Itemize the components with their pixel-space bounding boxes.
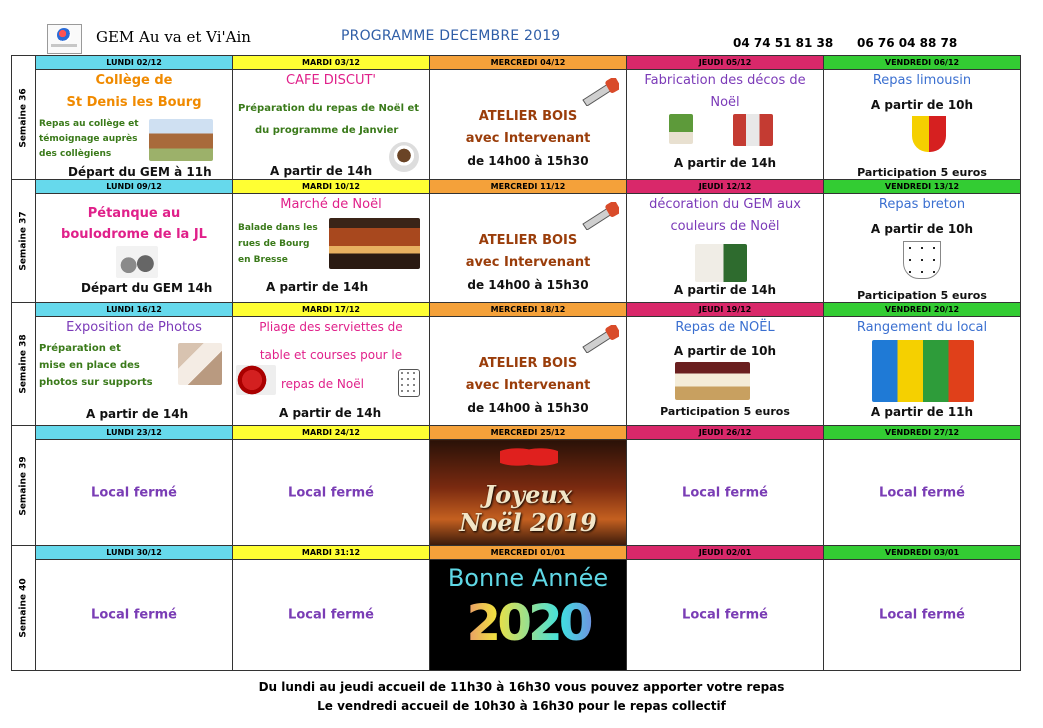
activity-cell (430, 317, 627, 426)
closed-label: Local fermé (91, 485, 177, 500)
day-header: MERCREDI 04/12 (430, 56, 627, 70)
activity-title: Repas de NOËL (675, 320, 775, 335)
day-header: MARDI 03/12 (233, 56, 430, 70)
day-header: LUNDI 09/12 (36, 180, 233, 194)
activity-time: de 14h00 à 15h30 (467, 154, 589, 168)
week-label: Semaine 40 (12, 546, 36, 671)
activity-title: Noël (710, 95, 740, 110)
christmas-greeting-image (430, 440, 627, 546)
day-header: LUNDI 23/12 (36, 426, 233, 440)
day-header: MARDI 10/12 (233, 180, 430, 194)
activity-cell (233, 560, 430, 671)
activity-title: St Denis les Bourg (66, 95, 202, 110)
christmas-tree-room-image (695, 244, 747, 282)
activity-time: A partir de 10h (870, 222, 974, 236)
day-header: MERCREDI 18/12 (430, 303, 627, 317)
day-header: VENDREDI 06/12 (824, 56, 1021, 70)
closed-label: Local fermé (682, 607, 768, 623)
activity-title: Marché de Noël (280, 197, 382, 212)
day-header: JEUDI 02/01 (627, 546, 824, 560)
new-year-greeting-line2: 2020 (430, 594, 626, 652)
footer-line-1: Du lundi au jeudi accueil de 11h30 à 16h30 vous pouvez apporter votre repas (258, 680, 785, 694)
activity-title: Exposition de Photos (66, 320, 202, 335)
activity-cell (824, 70, 1021, 180)
day-header-row (12, 180, 1021, 194)
activity-title: Collège de (95, 73, 173, 88)
activity-time: A partir de 10h (870, 98, 974, 112)
activity-subtitle: avec Intervenant (465, 255, 591, 270)
christmas-market-image (329, 218, 420, 269)
activity-time: A partir de 14h (86, 407, 189, 421)
limousin-flag-icon (912, 116, 946, 152)
day-header: MARDI 24/12 (233, 426, 430, 440)
activity-title: couleurs de Noël (670, 219, 780, 234)
day-header-row (12, 546, 1021, 560)
coffee-cup-image (389, 142, 419, 172)
activity-cell (36, 194, 233, 303)
brittany-flag-icon (903, 241, 941, 279)
activity-time: A partir de 11h (870, 405, 974, 419)
activity-time: A partir de 10h (673, 344, 777, 358)
day-header: VENDREDI 27/12 (824, 426, 1021, 440)
activity-title: Pétanque au (87, 206, 181, 221)
closed-label: Local fermé (288, 485, 374, 500)
activity-price: Participation 5 euros (660, 405, 790, 418)
activity-cell (627, 317, 824, 426)
plant-decoration-image (669, 114, 693, 144)
activity-time: A partir de 14h (673, 283, 777, 297)
activity-cell (824, 440, 1021, 546)
activity-time: de 14h00 à 15h30 (467, 401, 589, 415)
closed-label: Local fermé (682, 485, 768, 500)
activity-cell (233, 70, 430, 180)
activity-time: A partir de 14h (279, 406, 382, 420)
activity-title: ATELIER BOIS (478, 356, 578, 371)
folded-napkins-image (236, 365, 276, 395)
activity-description: Balade dans les (238, 223, 318, 233)
day-header: LUNDI 02/12 (36, 56, 233, 70)
cleaning-supplies-image (872, 340, 974, 402)
day-header: VENDREDI 03/01 (824, 546, 1021, 560)
day-header: MERCREDI 25/12 (430, 426, 627, 440)
day-header-row (12, 426, 1021, 440)
christmas-greeting-line1: Joyeux (483, 480, 573, 509)
activity-title: repas de Noël (281, 377, 364, 391)
activity-cell (233, 317, 430, 426)
activity-description: photos sur supports (39, 377, 153, 388)
activity-title: ATELIER BOIS (478, 109, 578, 124)
day-header: MARDI 17/12 (233, 303, 430, 317)
christmas-greeting-line2: Noël 2019 (459, 508, 597, 537)
activity-price: Participation 5 euros (857, 289, 987, 302)
activity-title: Pliage des serviettes de (259, 320, 403, 334)
day-header: JEUDI 12/12 (627, 180, 824, 194)
closed-label: Local fermé (91, 607, 177, 623)
activity-cell (824, 194, 1021, 303)
activity-description: du programme de Janvier (255, 125, 399, 136)
phone-number-1: 04 74 51 81 38 (733, 36, 834, 50)
closed-label: Local fermé (288, 607, 374, 623)
activity-description: mise en place des (39, 360, 140, 371)
activity-title: Fabrication des décos de (644, 73, 806, 88)
day-header-row (12, 303, 1021, 317)
page-header (0, 0, 1043, 55)
college-building-image (149, 119, 213, 161)
activity-title: décoration du GEM aux (649, 197, 801, 212)
gnome-decoration-image (733, 114, 773, 146)
day-header: VENDREDI 13/12 (824, 180, 1021, 194)
activity-time: Départ du GEM 14h (81, 281, 213, 295)
closed-label: Local fermé (879, 607, 965, 623)
day-header: MERCREDI 11/12 (430, 180, 627, 194)
activity-cell (824, 560, 1021, 671)
red-bow-image (500, 442, 558, 472)
organization-name: GEM Au va et Vi'Ain (96, 28, 251, 46)
day-header-row (12, 56, 1021, 70)
activity-cell (430, 70, 627, 180)
activity-description: en Bresse (238, 255, 288, 265)
week-label: Semaine 36 (12, 56, 36, 180)
new-year-greeting-image (430, 560, 627, 671)
activity-time: A partir de 14h (270, 164, 373, 178)
week-label: Semaine 38 (12, 303, 36, 426)
activity-cell (430, 194, 627, 303)
activity-cell (36, 560, 233, 671)
new-year-greeting-line1: Bonne Année (447, 564, 609, 592)
activity-cell (627, 440, 824, 546)
activity-cell (36, 317, 233, 426)
activity-cell (36, 440, 233, 546)
day-header: JEUDI 26/12 (627, 426, 824, 440)
phone-number-2: 06 76 04 88 78 (857, 36, 958, 50)
day-header: LUNDI 30/12 (36, 546, 233, 560)
activity-cell (36, 70, 233, 180)
shopping-bag-image (398, 369, 420, 397)
week-label: Semaine 39 (12, 426, 36, 546)
day-header: JEUDI 19/12 (627, 303, 824, 317)
day-header: JEUDI 05/12 (627, 56, 824, 70)
activity-cell (233, 440, 430, 546)
day-header: MARDI 31:12 (233, 546, 430, 560)
activity-title: CAFE DISCUT' (286, 73, 376, 88)
closed-label: Local fermé (879, 485, 965, 500)
activity-cell (824, 317, 1021, 426)
gem-logo (47, 24, 82, 54)
activity-title: table et courses pour le (259, 348, 403, 362)
activity-cell (627, 70, 824, 180)
saw-icon (581, 78, 619, 106)
activity-subtitle: avec Intervenant (465, 131, 591, 146)
activity-description: rues de Bourg (238, 239, 310, 249)
activity-price: Participation 5 euros (857, 166, 987, 179)
activity-cell (627, 194, 824, 303)
activity-title: Repas limousin (872, 73, 972, 88)
activity-title: boulodrome de la JL (61, 227, 207, 242)
activity-description: Préparation et (39, 343, 121, 354)
program-calendar (11, 55, 1021, 671)
footer-line-2: Le vendredi accueil de 10h30 à 16h30 pour le repas collectif (317, 699, 726, 713)
activity-description: Repas au collège et (39, 119, 139, 129)
activity-title: ATELIER BOIS (478, 233, 578, 248)
activity-subtitle: avec Intervenant (465, 378, 591, 393)
activity-title: Rangement du local (856, 320, 988, 335)
activity-time: Départ du GEM à 11h (68, 165, 212, 179)
activity-description: témoignage auprès (39, 134, 138, 144)
activity-title: Repas breton (878, 197, 966, 212)
christmas-table-image (675, 362, 750, 400)
activity-time: A partir de 14h (266, 280, 369, 294)
activity-time: de 14h00 à 15h30 (467, 278, 589, 292)
activity-description: Préparation du repas de Noël et (238, 103, 420, 114)
petanque-balls-image (116, 246, 158, 278)
saw-icon (581, 325, 619, 353)
day-header: LUNDI 16/12 (36, 303, 233, 317)
activity-description: des collègiens (39, 149, 112, 159)
activity-cell (233, 194, 430, 303)
activity-cell (627, 560, 824, 671)
week-label: Semaine 37 (12, 180, 36, 303)
day-header: VENDREDI 20/12 (824, 303, 1021, 317)
day-header: MERCREDI 01/01 (430, 546, 627, 560)
program-title: PROGRAMME DECEMBRE 2019 (341, 28, 561, 44)
saw-icon (581, 202, 619, 230)
activity-time: A partir de 14h (673, 156, 777, 170)
photo-frames-image (178, 343, 222, 385)
